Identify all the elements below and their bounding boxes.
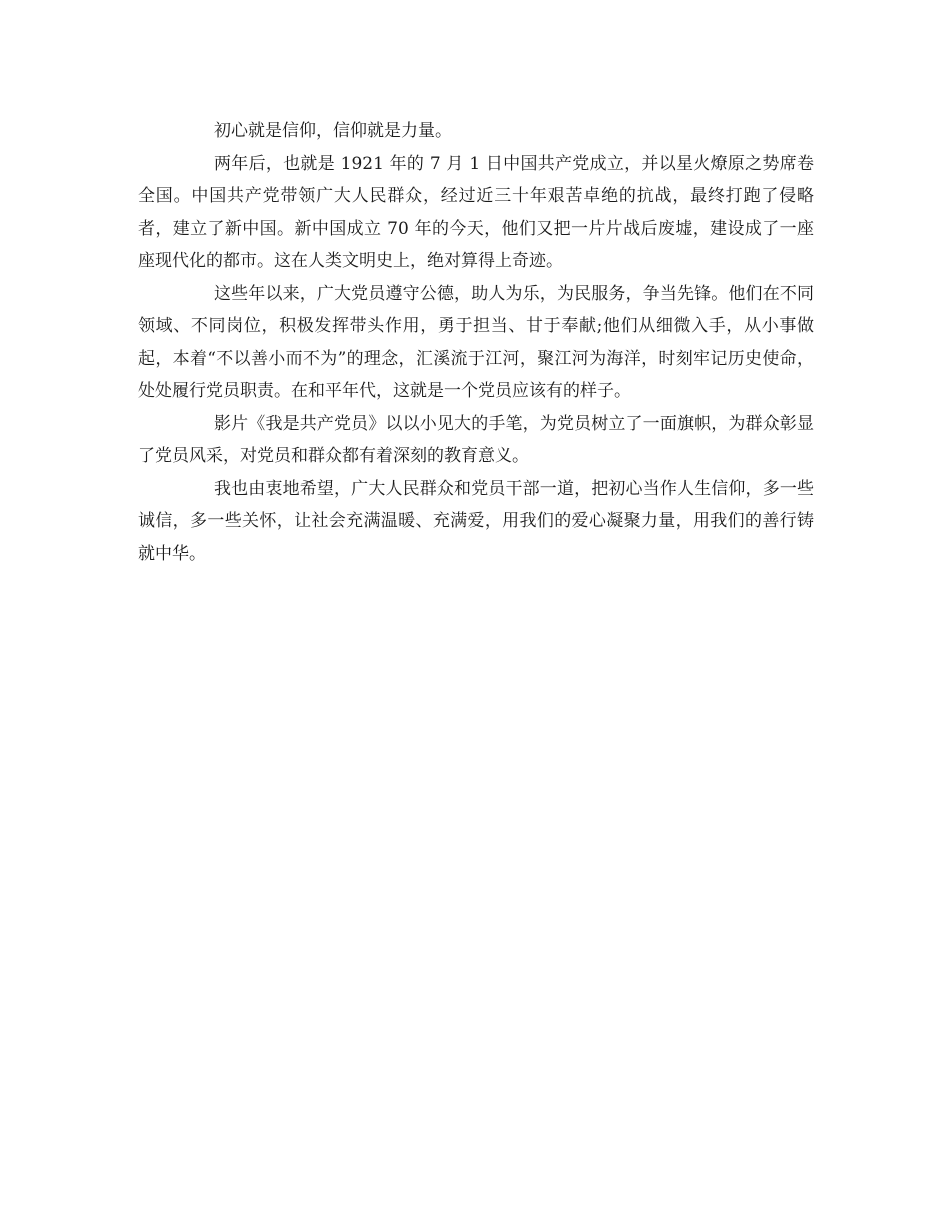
paragraph-3: 这些年以来，广大党员遵守公德，助人为乐，为民服务，争当先锋。他们在不同领域、不同岗位，积极发挥带头作用，勇于担当、甘于奉献;他们从细微入手，从小事做起，本着“不以善小而不为”的理念，汇溪流于江河，聚江河为海洋，时刻牢记历史使命，处处履行党员职责。在和平年代，这就是一个党员应该有的样子。 — [138, 283, 814, 401]
paragraph-2: 两年后，也就是 1921 年的 7 月 1 日中国共产党成立，并以星火燎原之势席卷全国。中国共产党带领广大人民群众，经过近三十年艰苦卓绝的抗战，最终打跑了侵略者，建立了新中国。新中国成立 70 年的今天，他们又把一片片战后废墟，建设成了一座座现代化的都市。这在人类文明史上，绝对算得上奇迹。 — [138, 153, 814, 271]
paragraph-4: 影片《我是共产党员》以以小见大的手笔，为党员树立了一面旗帜，为群众彰显了党员风采，对党员和群众都有着深刻的教育意义。 — [138, 413, 814, 466]
paragraph-5: 我也由衷地希望，广大人民群众和党员干部一道，把初心当作人生信仰，多一些诚信，多一些关怀，让社会充满温暖、充满爱，用我们的爱心凝聚力量，用我们的善行铸就中华。 — [138, 478, 814, 564]
paragraph-1: 初心就是信仰，信仰就是力量。 — [214, 121, 452, 141]
document-body — [138, 115, 814, 570]
